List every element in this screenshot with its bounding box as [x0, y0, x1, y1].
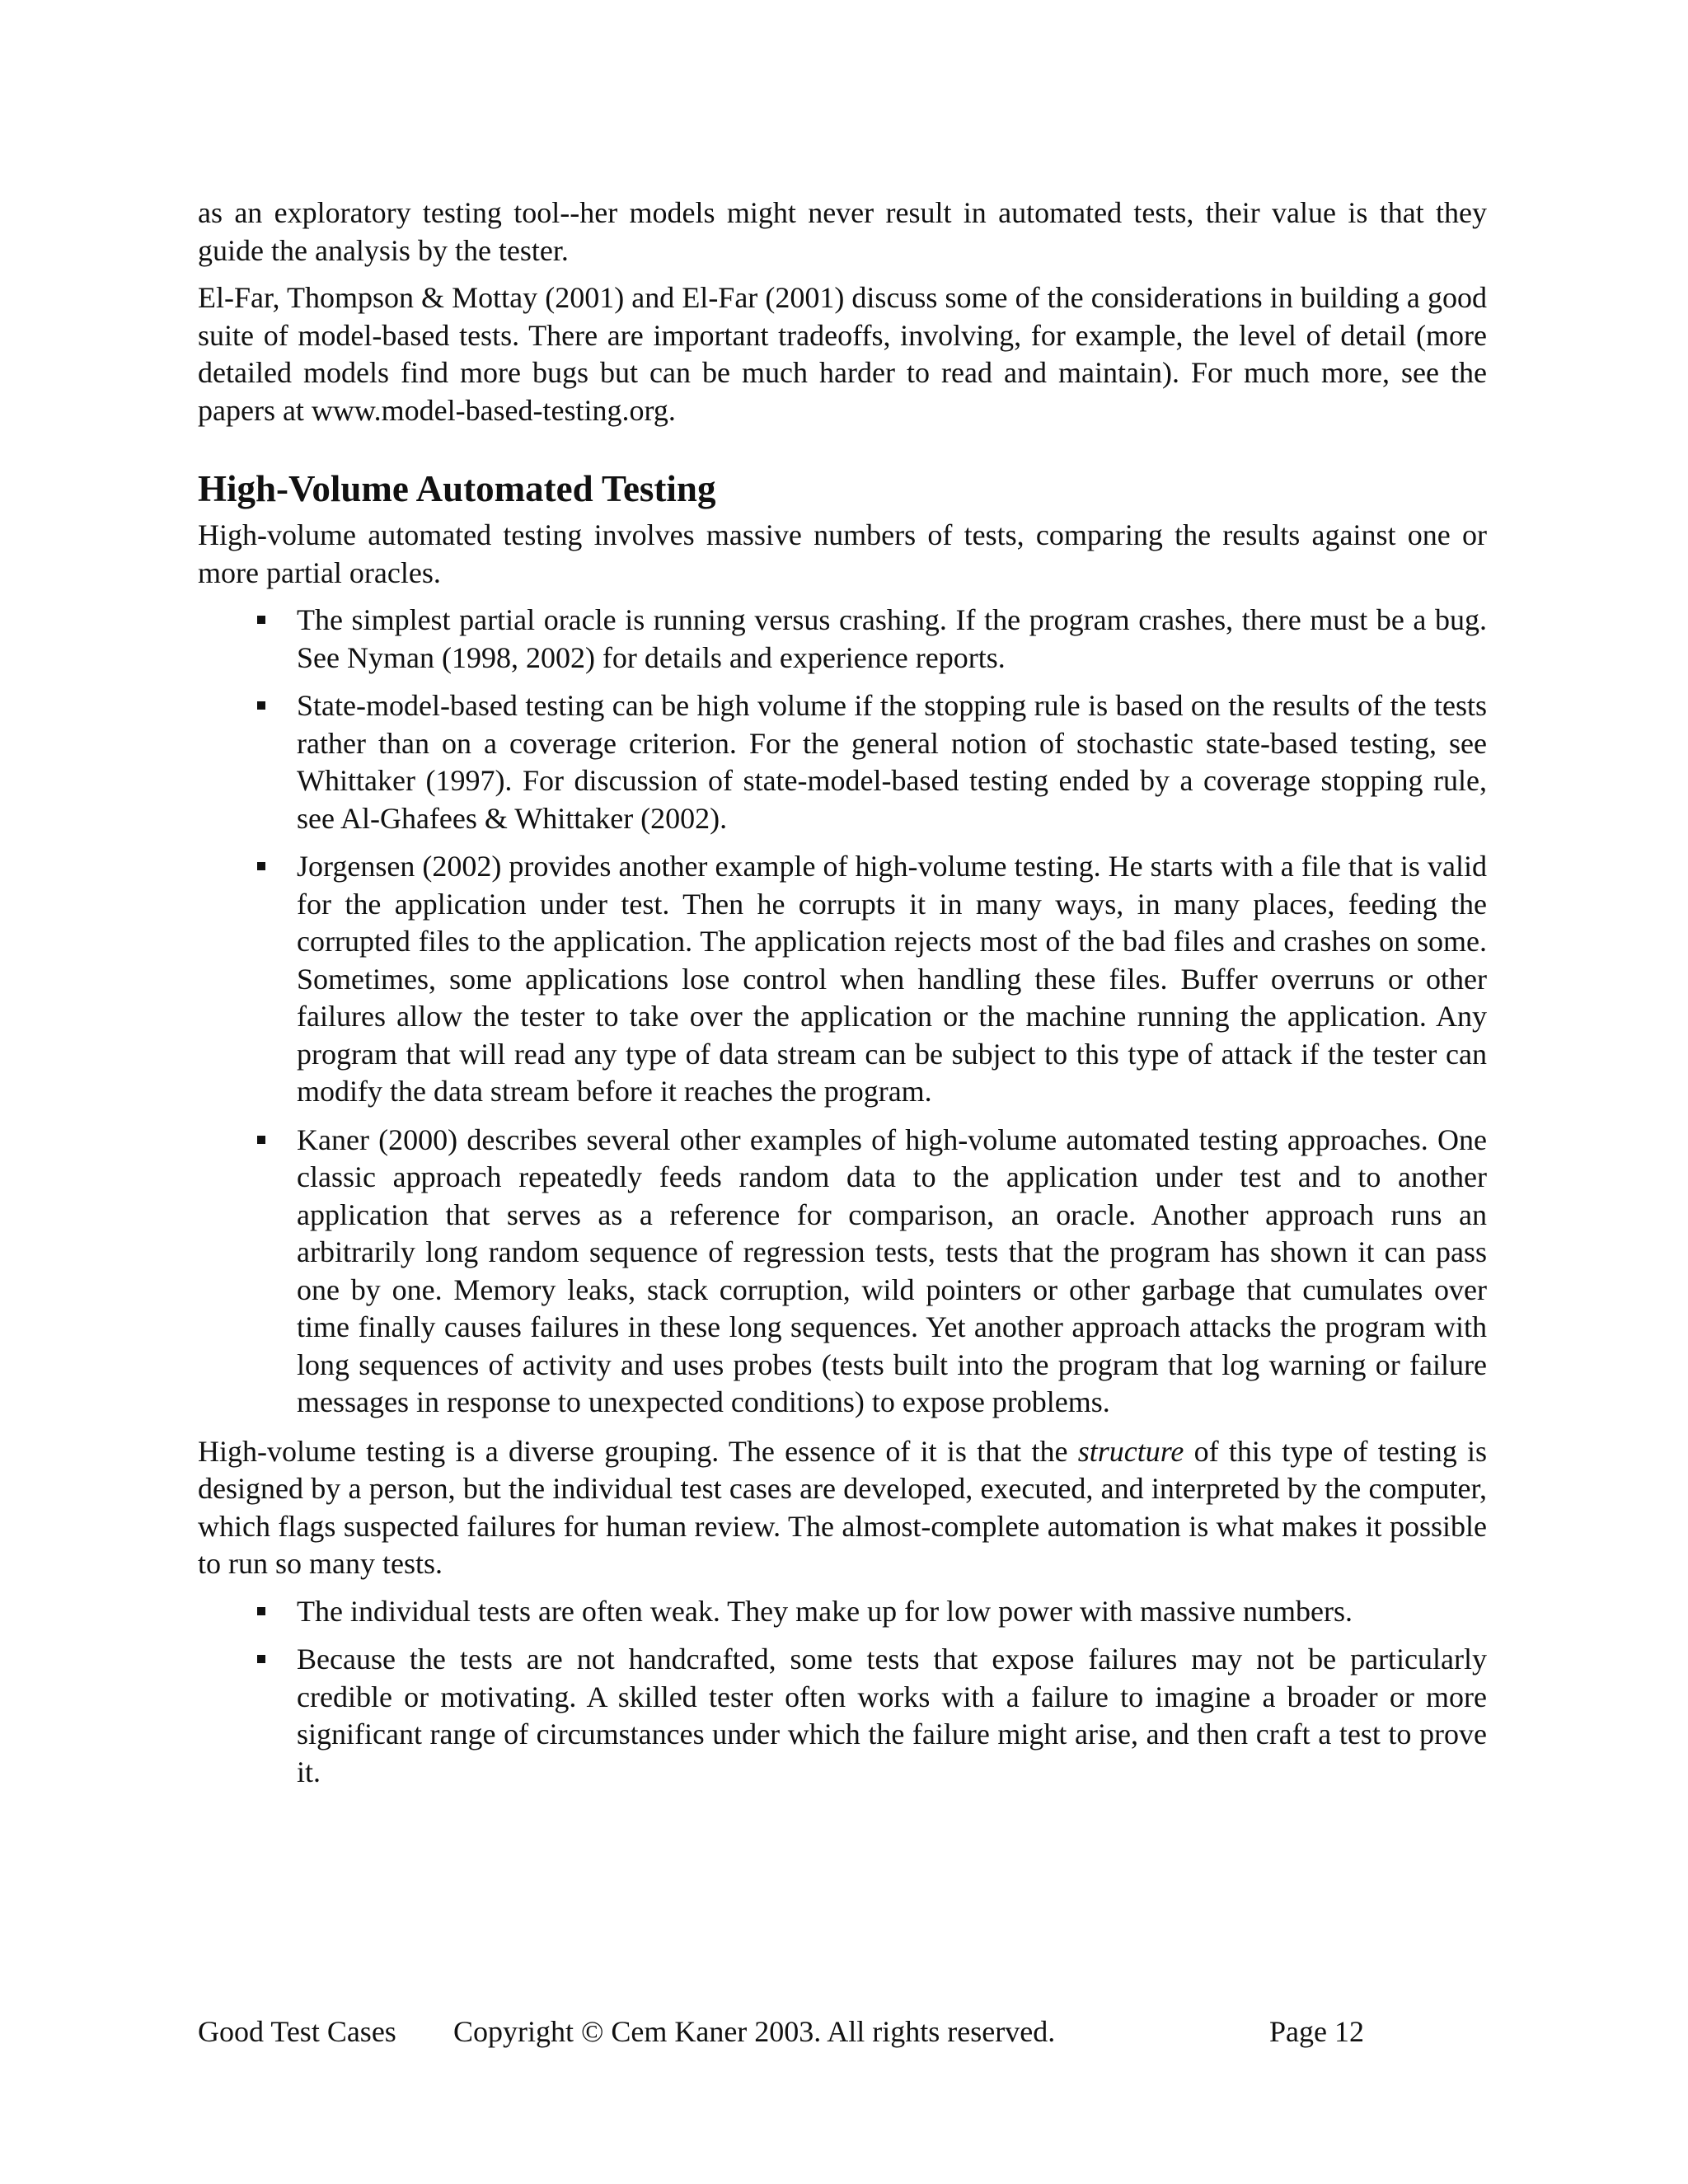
square-bullet-icon	[257, 862, 265, 870]
list-item-text: Kaner (2000) describes several other examples of high-volume automated testing approaches. One classic approach repeatedly feeds random data to the application under test and to another application that serves as a reference for comparison, an oracle. Another approach runs an arbitrarily long random sequence of regression tests, tests that the program has shown it can pass one by one. Memory leaks, stack corruption, wild pointers or other garbage that cumulates over time finally causes failures in these long sequences. Yet another approach attacks the program with long sequences of activity and uses probes (tests built into the program that log warning or failure messages in response to unexpected conditions) to expose problems.	[297, 1122, 1487, 1418]
intro-paragraph-1: as an exploratory testing tool--her models might never result in automated tests, their value is that they guide the analysis by the tester.	[198, 196, 1487, 267]
list-item	[198, 1641, 1487, 1791]
section-paragraph-2	[198, 1433, 1487, 1583]
list-item-text: State-model-based testing can be high volume if the stopping rule is based on the results of the tests rather than on a coverage criterion. For the general notion of stochastic state-based testing, see Whittaker (1997). For discussion of state-model-based testing ended by a coverage stopping rule, see Al-Ghafees & Whittaker (2002).	[297, 689, 1487, 835]
section-lead-paragraph: High-volume automated testing involves massive numbers of tests, comparing the results against one or more partial oracles.	[198, 518, 1487, 589]
list-item	[198, 1122, 1487, 1422]
square-bullet-icon	[257, 1136, 265, 1144]
list-item	[198, 848, 1487, 1111]
square-bullet-icon	[257, 701, 265, 710]
square-bullet-icon	[257, 1655, 265, 1663]
list-item	[198, 602, 1487, 677]
footer-copyright: Copyright © Cem Kaner 2003. All rights reserved.	[453, 2015, 1056, 2048]
page-content	[198, 194, 1487, 1802]
list-item	[198, 1593, 1487, 1631]
page-footer	[198, 2011, 1434, 2052]
emphasis-structure: structure	[1077, 1434, 1184, 1468]
bullet-list-1	[198, 602, 1487, 1422]
intro-paragraph-2: El-Far, Thompson & Mottay (2001) and El-Far (2001) discuss some of the considerations in building a good suite of model-based tests. There are important tradeoffs, involving, for example, the level of detail (more detailed models find more bugs but can be much harder to read and maintain). For much more, see the papers at www.model-based-testing.org.	[198, 281, 1487, 427]
list-item-text: The simplest partial oracle is running versus crashing. If the program crashes, there must be a bug. See Nyman (1998, 2002) for details and experience reports.	[297, 603, 1487, 674]
list-item-text: The individual tests are often weak. They make up for low power with massive numbers.	[297, 1594, 1353, 1628]
list-item	[198, 687, 1487, 837]
bullet-list-2	[198, 1593, 1487, 1792]
list-item-text: Because the tests are not handcrafted, some tests that expose failures may not be particularly credible or motivating. A skilled tester often works with a failure to imagine a broader or more significant range of circumstances under which the failure might arise, and then craft a test to prove it.	[297, 1643, 1487, 1788]
list-item-text: Jorgensen (2002) provides another example of high-volume testing. He starts with a file that is valid for the application under test. Then he corrupts it in many ways, in many places, feeding the corrupted files to the application. The application rejects most of the bad files and crashes on some. Sometimes, some applications lose control when handling these files. Buffer overruns or other failures allow the tester to take over the application or the machine running the application. Any program that will read any type of data stream can be subject to this type of attack if the tester can modify the data stream before it reaches the program.	[297, 850, 1487, 1108]
paragraph-text-before: High-volume testing is a diverse grouping. The essence of it is that the	[198, 1434, 1078, 1468]
section-heading: High-Volume Automated Testing	[198, 468, 716, 509]
footer-page-number: Page 12	[1269, 2015, 1364, 2048]
square-bullet-icon	[257, 616, 265, 624]
paragraph-text-after: of this type of testing is designed by a person, but the individual test cases are developed, executed, and interpreted by the computer, which flags suspected failures for human review. The almost-complete automation is what makes it possible to run so many tests.	[198, 1434, 1487, 1580]
square-bullet-icon	[257, 1607, 265, 1615]
footer-title: Good Test Cases	[198, 2015, 396, 2048]
